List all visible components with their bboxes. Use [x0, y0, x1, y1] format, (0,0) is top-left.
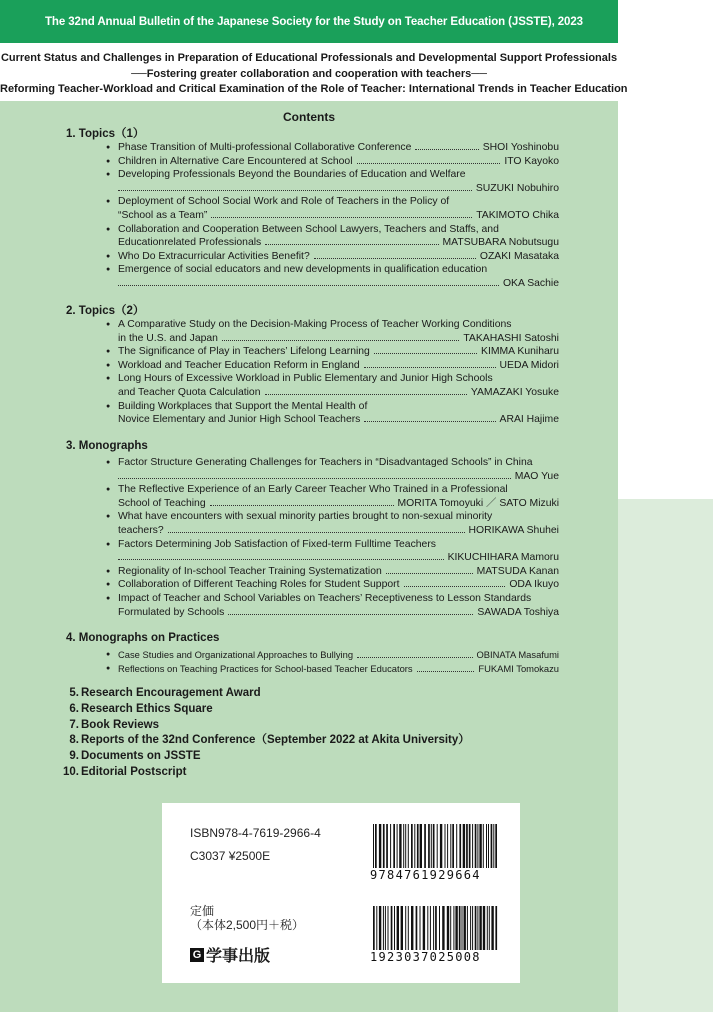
entry-title-line: ● The Reflective Experience of an Early Career Teacher Who Trained in a Professional: [118, 484, 508, 496]
barcode-bar: [487, 906, 488, 950]
entry-author: MATSUDA Kanan: [476, 565, 559, 577]
barcode-bar: [442, 906, 444, 950]
toc-entry[interactable]: [106, 483, 559, 510]
section-heading[interactable]: 3. Monographs: [66, 440, 148, 452]
publisher-logo: [190, 943, 270, 966]
entry-title: Formulated by Schools: [118, 606, 225, 618]
entry-title-line: ● Deployment of School Social Work and Role of Teachers in the Policy of: [118, 196, 450, 208]
barcode-bar: [408, 824, 409, 868]
barcode-bar: [420, 824, 422, 868]
dot-leader: [118, 559, 444, 560]
entry-title: ● Collaboration of Different Teaching Roles for Student Support: [118, 579, 400, 591]
barcode-bar: [435, 906, 437, 950]
entry-title: ● Reflections on Teaching Practices for School-based Teacher Educators: [118, 662, 413, 674]
entry-author: SUZUKI Nobuhiro: [475, 182, 559, 194]
entry-author: MORITA Tomoyuki ／ SATO Mizuki: [397, 497, 559, 509]
entry-author: SAWADA Toshiya: [477, 606, 559, 618]
dot-leader: [118, 285, 499, 286]
toc-entry[interactable]: [106, 648, 559, 662]
toc-entry[interactable]: [106, 263, 559, 290]
barcode-bar: [464, 906, 466, 950]
theme-line-2: ──Fostering greater collaboration and cooperation with teachers──: [131, 67, 487, 80]
section-items: [106, 318, 559, 427]
barcode-bar: [388, 906, 389, 950]
entry-author: ARAI Hajime: [499, 414, 559, 426]
section-heading[interactable]: 1. Topics（1）: [66, 128, 145, 140]
toc-entry[interactable]: [106, 141, 559, 155]
barcode-bar: [495, 906, 497, 950]
entry-title-line: ● Emergence of social educators and new developments in qualification education: [118, 264, 488, 276]
entry-title: Educationrelated Professionals: [118, 237, 262, 249]
barcode-bar: [433, 824, 435, 868]
toc-entry[interactable]: [106, 372, 559, 399]
barcode-bar: [375, 824, 377, 868]
entry-title-line: ● Factors Determining Job Satisfaction of Fixed-term Fulltime Teachers: [118, 538, 436, 550]
barcode-bar: [459, 906, 461, 950]
barcode-bar: [401, 906, 403, 950]
barcode-bar: [414, 824, 415, 868]
barcode-bar: [411, 824, 413, 868]
theme-line-1: Current Status and Challenges in Preparation of Educational Professionals and Developmental Support Professionals: [0, 52, 618, 64]
dot-leader: [222, 340, 459, 341]
toc-entry[interactable]: [106, 168, 559, 195]
contents-title: Contents: [283, 110, 335, 124]
entry-author: SHOI Yoshinobu: [482, 142, 559, 153]
entry-author: MATSUBARA Nobutsugu: [442, 237, 559, 249]
section-items: [106, 141, 559, 291]
toc-entry[interactable]: [106, 456, 559, 483]
barcode-bar: [467, 906, 468, 950]
entry-author: UEDA Midori: [499, 359, 559, 371]
barcode-bar: [403, 824, 404, 868]
barcode-bar: [453, 906, 454, 950]
entry-title: ● Case Studies and Organizational Approaches to Bullying: [118, 649, 354, 660]
barcode-bar: [479, 824, 481, 868]
barcode-bar: [379, 906, 381, 950]
section-5[interactable]: 5. Research Encouragement Award: [69, 687, 261, 699]
toc-entry[interactable]: [106, 345, 559, 359]
dot-leader: [265, 394, 467, 395]
entry-title-line: ● Factor Structure Generating Challenges for Teachers in “Disadvantaged Schools” in China: [118, 457, 533, 468]
publisher-icon: G: [190, 948, 204, 962]
barcode-bar: [472, 906, 473, 950]
entry-title-line: ● Building Workplaces that Support the Mental Health of: [118, 400, 368, 412]
entry-author: KIMMA Kuniharu: [481, 346, 559, 358]
barcode-bar: [373, 906, 375, 950]
barcode-bar: [376, 906, 377, 950]
dot-leader: [357, 657, 472, 658]
barcode-bar: [423, 906, 425, 950]
barcode-bar: [391, 906, 393, 950]
barcode-bar: [433, 906, 434, 950]
dot-leader: [265, 244, 438, 245]
barcode-bar: [447, 824, 448, 868]
barcode-bar: [488, 824, 489, 868]
toc-entry[interactable]: [106, 592, 559, 619]
entry-author: ODA Ikuyo: [509, 579, 559, 591]
entry-title: “School as a Team”: [118, 209, 208, 221]
barcode-bar: [417, 824, 419, 868]
barcode-isbn: [372, 824, 498, 868]
entry-author: TAKAHASHI Satoshi: [463, 332, 559, 344]
dot-leader: [118, 478, 511, 479]
barcode-bar: [437, 824, 438, 868]
barcode-bar: [493, 824, 494, 868]
price: （本体2,500円＋税）: [190, 918, 305, 932]
section-9[interactable]: 9. Documents on JSSTE: [69, 750, 201, 763]
barcode-bar: [455, 906, 457, 950]
barcode-bar: [456, 824, 457, 868]
price-label: 定価: [190, 904, 215, 918]
barcode-bar: [385, 906, 386, 950]
entry-title: and Teacher Quota Calculation: [118, 386, 261, 398]
barcode-price-digits: 1923037025008: [370, 950, 481, 964]
toc-entry[interactable]: [106, 400, 559, 427]
barcode-bar: [450, 824, 451, 868]
entry-author: OKA Sachie: [502, 277, 559, 289]
section-8[interactable]: 8. Reports of the 32nd Conference（September 2022 at Akita University）: [69, 734, 470, 747]
barcode-bar: [466, 824, 468, 868]
barcode-bar: [472, 824, 473, 868]
entry-title: Novice Elementary and Junior High School Teachers: [118, 414, 361, 426]
barcode-bar: [491, 906, 493, 950]
entry-title-line: ● Long Hours of Excessive Workload in Public Elementary and Junior High Schools: [118, 373, 493, 385]
dot-leader: [417, 671, 475, 672]
barcode-bar: [408, 906, 409, 950]
barcode-bar: [445, 824, 446, 868]
toc-entry[interactable]: [106, 565, 559, 579]
entry-author: YAMAZAKI Yosuke: [470, 386, 559, 398]
toc-entry[interactable]: [106, 223, 559, 250]
entry-author: OBINATA Masafumi: [476, 649, 559, 660]
dot-leader: [386, 573, 473, 574]
section-heading[interactable]: 4. Monographs on Practices: [66, 632, 220, 644]
section-heading[interactable]: 2. Topics（2）: [66, 305, 145, 317]
entry-title-line: ● Collaboration and Cooperation Between School Lawyers, Teachers and Staffs, and: [118, 223, 499, 235]
barcode-bar: [424, 824, 426, 868]
barcode-price: [372, 906, 498, 950]
section-items: [106, 456, 559, 619]
barcode-bar: [491, 824, 493, 868]
entry-author: ITO Kayoko: [504, 155, 559, 167]
toc-entry[interactable]: [106, 318, 559, 345]
entry-title: ● Who Do Extracurricular Activities Benefit?: [118, 250, 310, 262]
toc-entry[interactable]: [106, 250, 559, 264]
entry-author: KIKUCHIHARA Mamoru: [447, 552, 559, 564]
barcode-bar: [420, 906, 421, 950]
barcode-bar: [440, 824, 442, 868]
entry-title: teachers?: [118, 524, 164, 536]
entry-title: in the U.S. and Japan: [118, 332, 218, 344]
barcode-bar: [416, 906, 418, 950]
barcode-bar: [483, 824, 484, 868]
barcode-bar: [439, 906, 440, 950]
barcode-bar: [399, 824, 401, 868]
toc-entry[interactable]: [106, 195, 559, 222]
barcode-isbn-digits: 9784761929664: [370, 868, 481, 882]
dot-leader: [211, 217, 472, 218]
barcode-bar: [452, 824, 454, 868]
barcode-bar: [469, 824, 471, 868]
barcode-bar: [447, 906, 449, 950]
barcode-bar: [430, 906, 431, 950]
entry-author: HORIKAWA Shuhei: [468, 524, 559, 536]
barcode-bar: [470, 906, 471, 950]
classification-code: C3037 ¥2500E: [190, 849, 271, 863]
barcode-bar: [479, 906, 481, 950]
section-10[interactable]: 10. Editorial Postscript: [63, 765, 187, 778]
barcode-bar: [405, 906, 406, 950]
barcode-bar: [383, 906, 384, 950]
entry-title: ● Phase Transition of Multi-professional Collaborative Conference: [118, 142, 412, 153]
side-stripe: [618, 499, 713, 1012]
toc-entry[interactable]: [106, 538, 559, 565]
barcode-bar: [411, 906, 413, 950]
barcode-bar: [397, 906, 399, 950]
toc-entry[interactable]: [106, 359, 559, 373]
dot-leader: [210, 505, 394, 506]
entry-author: TAKIMOTO Chika: [476, 209, 559, 221]
entry-title-line: ● Impact of Teacher and School Variables on Teachers’ Receptiveness to Lesson Standards: [118, 592, 532, 604]
barcode-bar: [427, 906, 428, 950]
entry-title: ● Workload and Teacher Education Reform in England: [118, 359, 360, 371]
barcode-bar: [393, 824, 395, 868]
barcode-bar: [475, 824, 477, 868]
dot-leader: [404, 586, 506, 587]
barcode-bar: [450, 906, 451, 950]
barcode-bar: [379, 824, 381, 868]
toc-entry[interactable]: [106, 578, 559, 592]
barcode-bar: [462, 906, 463, 950]
entry-title-line: ● What have encounters with sexual minority parties brought to non-sexual minority: [118, 511, 493, 523]
entry-title: ● Children in Alternative Care Encountered at School: [118, 155, 353, 167]
entry-author: FUKAMI Tomokazu: [478, 662, 559, 674]
section-6[interactable]: 6. Research Ethics Square: [69, 702, 213, 715]
entry-title-line: ● Developing Professionals Beyond the Boundaries of Education and Welfare: [118, 169, 466, 181]
dot-leader: [168, 532, 465, 533]
barcode-bar: [428, 824, 430, 868]
barcode-bar: [475, 906, 477, 950]
barcode-bar: [477, 824, 478, 868]
dot-leader: [415, 149, 478, 150]
barcode-bar: [373, 824, 374, 868]
toc-entry[interactable]: [106, 662, 559, 676]
barcode-bar: [489, 906, 490, 950]
entry-title-line: ● A Comparative Study on the Decision-Making Process of Teacher Working Conditions: [118, 319, 512, 330]
barcode-bar: [383, 824, 385, 868]
barcode-bar: [495, 824, 497, 868]
entry-title: ● The Significance of Play in Teachers’ Lifelong Learning: [118, 346, 370, 358]
section-7[interactable]: 7. Book Reviews: [69, 718, 159, 731]
entry-title: School of Teaching: [118, 497, 206, 509]
dot-leader: [364, 421, 495, 422]
barcode-bar: [431, 824, 432, 868]
dot-leader: [364, 367, 496, 368]
toc-entry[interactable]: [106, 155, 559, 169]
entry-author: OZAKI Masataka: [479, 250, 559, 262]
theme-headings: [0, 43, 628, 101]
isbn-number: ISBN978-4-7619-2966-4: [190, 826, 321, 840]
barcode-bar: [386, 824, 388, 868]
barcode-bar: [477, 906, 478, 950]
barcode-bar: [390, 824, 391, 868]
section-items: [106, 648, 559, 675]
barcode-bar: [405, 824, 406, 868]
publisher-name: 学事出版: [206, 946, 271, 965]
barcode-bar: [394, 906, 395, 950]
barcode-bar: [397, 824, 398, 868]
dot-leader: [118, 190, 472, 191]
dot-leader: [314, 258, 476, 259]
entry-title: ● Regionality of In-school Teacher Training Systematization: [118, 565, 382, 577]
barcode-bar: [459, 824, 461, 868]
barcode-bar: [463, 824, 465, 868]
dot-leader: [374, 353, 477, 354]
theme-line-3: Reforming Teacher-Workload and Critical Examination of the Role of Teacher: International Trends in Teacher Education: [0, 83, 628, 95]
other-sections: [57, 686, 470, 781]
bulletin-banner: The 32nd Annual Bulletin of the Japanese Society for the Study on Teacher Education (JSSTE), 2023: [0, 0, 618, 43]
toc-entry[interactable]: [106, 510, 559, 537]
barcode-bar: [483, 906, 485, 950]
dot-leader: [228, 614, 473, 615]
entry-author: MAO Yue: [514, 470, 559, 482]
dot-leader: [357, 163, 501, 164]
barcode-bar: [486, 824, 487, 868]
